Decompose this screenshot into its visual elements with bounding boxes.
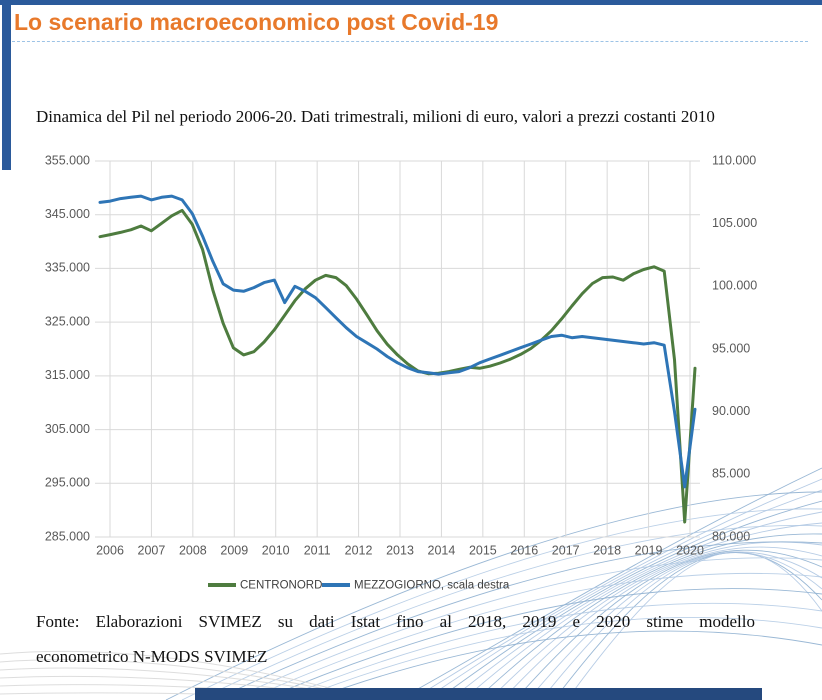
slide-title: Lo scenario macroeconomico post Covid-19: [14, 9, 499, 35]
y-axis-right-labels: [712, 153, 757, 543]
swoosh-curve: [437, 501, 822, 700]
legend-label: MEZZOGIORNO, scala destra: [354, 579, 510, 592]
title-underline: [12, 41, 808, 42]
swoosh-curve: [182, 509, 822, 700]
centronord-line: [100, 210, 695, 522]
svg-text:90.000: 90.000: [712, 403, 751, 418]
y-axis-left-labels: [45, 153, 90, 543]
svg-text:105.000: 105.000: [712, 215, 758, 230]
svg-text:2006: 2006: [96, 543, 124, 558]
svg-text:2014: 2014: [427, 543, 456, 558]
svg-text:325.000: 325.000: [44, 314, 90, 329]
svg-text:335.000: 335.000: [44, 260, 90, 275]
chart-legend: [208, 580, 510, 592]
legend-label: CENTRONORD: [240, 579, 323, 592]
swoosh-curve: [166, 492, 822, 700]
svg-text:110.000: 110.000: [712, 153, 757, 168]
source-note-line2: econometrico N-MODS SVIMEZ: [36, 647, 268, 666]
svg-text:2007: 2007: [137, 543, 166, 558]
top-accent-bar: [0, 0, 822, 5]
svg-text:295.000: 295.000: [44, 475, 90, 490]
svg-text:305.000: 305.000: [44, 421, 90, 436]
svg-text:2018: 2018: [593, 543, 622, 558]
svg-text:285.000: 285.000: [44, 529, 90, 544]
svg-text:2019: 2019: [634, 543, 663, 558]
svg-text:2009: 2009: [220, 543, 249, 558]
source-note-line1: Fonte: Elaborazioni SVIMEZ su dati Istat fino al 2018, 2019 e 2020 stime modello: [36, 612, 755, 631]
x-axis-labels: [96, 543, 704, 557]
svg-text:2015: 2015: [468, 543, 497, 558]
mezzogiorno-line: [100, 196, 695, 487]
svg-text:355.000: 355.000: [44, 153, 90, 168]
svg-text:2011: 2011: [303, 543, 331, 558]
svg-text:2012: 2012: [344, 543, 373, 558]
svg-text:80.000: 80.000: [712, 529, 751, 544]
chart-caption: Dinamica del Pil nel periodo 2006-20. Dati trimestrali, milioni di euro, valori a prezzi costanti 2010: [36, 107, 715, 126]
svg-text:2008: 2008: [178, 543, 207, 558]
svg-text:2017: 2017: [551, 543, 580, 558]
svg-text:2020: 2020: [676, 543, 704, 558]
swoosh-curve: [262, 589, 822, 700]
svg-text:95.000: 95.000: [712, 341, 751, 356]
left-accent-bar: [2, 0, 11, 170]
svg-text:345.000: 345.000: [44, 207, 90, 222]
swoosh-curve: [450, 512, 822, 700]
swoosh-curve: [246, 573, 822, 700]
svg-text:2010: 2010: [261, 543, 290, 558]
svg-text:2013: 2013: [386, 543, 414, 558]
bottom-accent-bar: [195, 688, 762, 700]
svg-text:85.000: 85.000: [712, 466, 751, 481]
svg-text:100.000: 100.000: [712, 278, 758, 293]
swoosh-curve: [424, 490, 822, 700]
svg-text:315.000: 315.000: [44, 368, 90, 383]
svg-text:2016: 2016: [510, 543, 539, 558]
grid-lines: [95, 161, 700, 537]
